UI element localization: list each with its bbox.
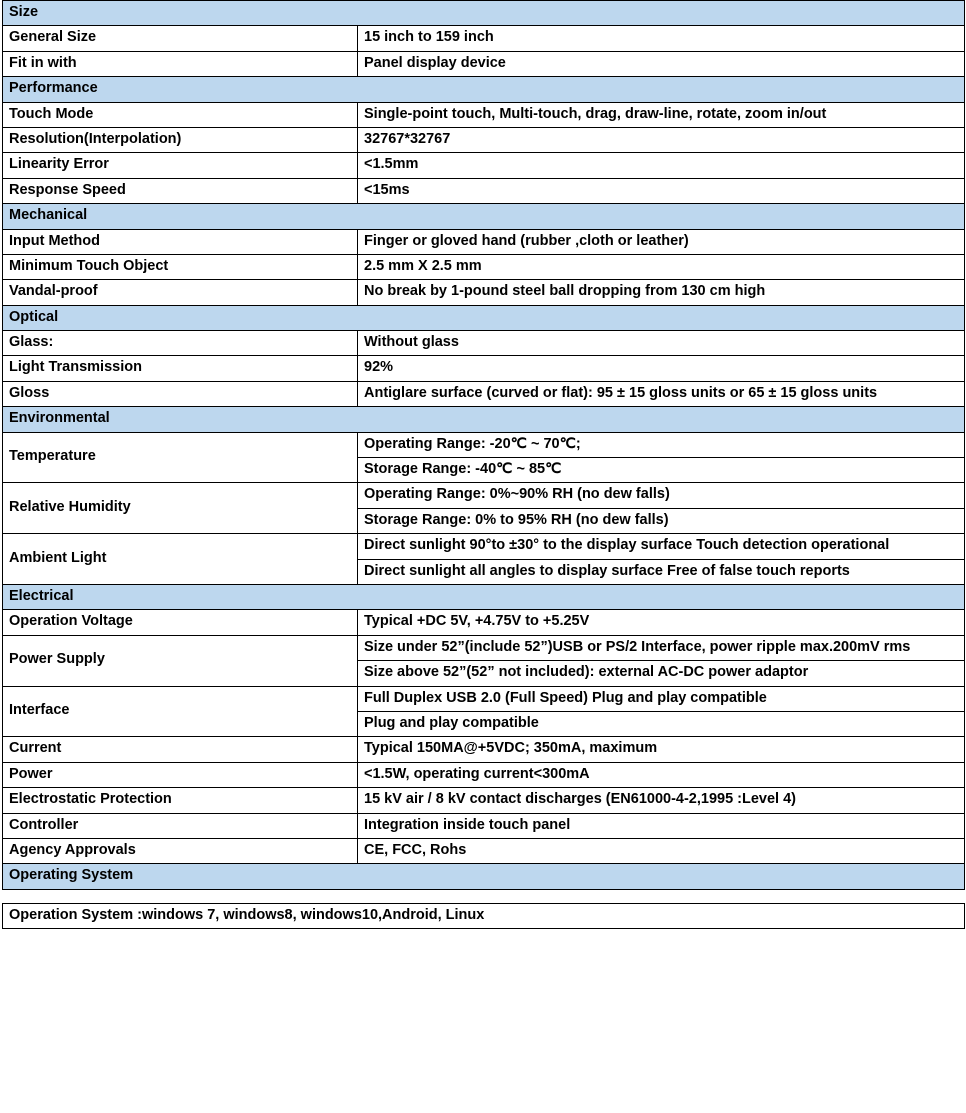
row-value: Integration inside touch panel bbox=[358, 813, 965, 838]
row-label: Response Speed bbox=[3, 178, 358, 203]
section-header-row bbox=[3, 864, 965, 889]
section-header-row bbox=[3, 1, 965, 26]
table-row bbox=[3, 127, 965, 152]
table-row bbox=[3, 381, 965, 406]
row-label: Vandal-proof bbox=[3, 280, 358, 305]
row-value: Typical +DC 5V, +4.75V to +5.25V bbox=[358, 610, 965, 635]
section-title: Size bbox=[3, 1, 965, 26]
row-value: <1.5mm bbox=[358, 153, 965, 178]
specification-table bbox=[2, 0, 965, 929]
row-value: CE, FCC, Rohs bbox=[358, 838, 965, 863]
row-label: General Size bbox=[3, 26, 358, 51]
row-label: Fit in with bbox=[3, 51, 358, 76]
table-row bbox=[3, 686, 965, 711]
table-row bbox=[3, 26, 965, 51]
row-label: Interface bbox=[3, 686, 358, 737]
section-header-row bbox=[3, 407, 965, 432]
row-value: Operating Range: 0%~90% RH (no dew falls) bbox=[358, 483, 965, 508]
section-title: Optical bbox=[3, 305, 965, 330]
row-label: Operation Voltage bbox=[3, 610, 358, 635]
row-value: Antiglare surface (curved or flat): 95 ± 15 gloss units or 65 ± 15 gloss units bbox=[358, 381, 965, 406]
table-row bbox=[3, 534, 965, 559]
spacer-cell bbox=[3, 889, 965, 903]
row-label: Light Transmission bbox=[3, 356, 358, 381]
row-label: Resolution(Interpolation) bbox=[3, 127, 358, 152]
section-title: Mechanical bbox=[3, 204, 965, 229]
section-title: Electrical bbox=[3, 584, 965, 609]
table-row bbox=[3, 635, 965, 660]
row-value: Full Duplex USB 2.0 (Full Speed) Plug and play compatible bbox=[358, 686, 965, 711]
row-value: Single-point touch, Multi-touch, drag, draw-line, rotate, zoom in/out bbox=[358, 102, 965, 127]
table-row bbox=[3, 331, 965, 356]
row-value: Size under 52”(include 52”)USB or PS/2 Interface, power ripple max.200mV rms bbox=[358, 635, 965, 660]
row-label: Temperature bbox=[3, 432, 358, 483]
row-value: Direct sunlight all angles to display surface Free of false touch reports bbox=[358, 559, 965, 584]
row-value: 2.5 mm X 2.5 mm bbox=[358, 254, 965, 279]
row-label: Gloss bbox=[3, 381, 358, 406]
table-row bbox=[3, 737, 965, 762]
row-label: Touch Mode bbox=[3, 102, 358, 127]
row-label: Agency Approvals bbox=[3, 838, 358, 863]
row-value: Panel display device bbox=[358, 51, 965, 76]
table-row bbox=[3, 813, 965, 838]
row-label: Glass: bbox=[3, 331, 358, 356]
row-value: 15 inch to 159 inch bbox=[358, 26, 965, 51]
table-row bbox=[3, 788, 965, 813]
row-value: Direct sunlight 90°to ±30° to the display surface Touch detection operational bbox=[358, 534, 965, 559]
section-header-row bbox=[3, 305, 965, 330]
row-value: Storage Range: -40℃ ~ 85℃ bbox=[358, 458, 965, 483]
table-row bbox=[3, 229, 965, 254]
section-header-row bbox=[3, 204, 965, 229]
section-title: Environmental bbox=[3, 407, 965, 432]
table-row bbox=[3, 356, 965, 381]
row-label: Input Method bbox=[3, 229, 358, 254]
row-value: <15ms bbox=[358, 178, 965, 203]
row-label: Minimum Touch Object bbox=[3, 254, 358, 279]
row-label: Relative Humidity bbox=[3, 483, 358, 534]
table-row bbox=[3, 254, 965, 279]
row-label: Linearity Error bbox=[3, 153, 358, 178]
row-value: No break by 1-pound steel ball dropping from 130 cm high bbox=[358, 280, 965, 305]
table-row bbox=[3, 610, 965, 635]
table-row bbox=[3, 280, 965, 305]
row-value: Operating Range: -20℃ ~ 70℃; bbox=[358, 432, 965, 457]
row-value: 15 kV air / 8 kV contact discharges (EN61000-4-2,1995 :Level 4) bbox=[358, 788, 965, 813]
section-header-row bbox=[3, 584, 965, 609]
row-value: Typical 150MA@+5VDC; 350mA, maximum bbox=[358, 737, 965, 762]
row-value: 32767*32767 bbox=[358, 127, 965, 152]
row-label: Controller bbox=[3, 813, 358, 838]
row-label: Ambient Light bbox=[3, 534, 358, 585]
table-row bbox=[3, 102, 965, 127]
table-row bbox=[3, 838, 965, 863]
spacer-row bbox=[3, 889, 965, 903]
operating-system-list: Operation System :windows 7, windows8, windows10,Android, Linux bbox=[3, 903, 965, 928]
table-row bbox=[3, 153, 965, 178]
table-row bbox=[3, 432, 965, 457]
row-label: Power bbox=[3, 762, 358, 787]
specification-table-body bbox=[3, 1, 965, 929]
row-value: Finger or gloved hand (rubber ,cloth or leather) bbox=[358, 229, 965, 254]
row-value: Plug and play compatible bbox=[358, 711, 965, 736]
table-row bbox=[3, 51, 965, 76]
row-value: 92% bbox=[358, 356, 965, 381]
row-value: Size above 52”(52” not included): external AC-DC power adaptor bbox=[358, 661, 965, 686]
table-row bbox=[3, 903, 965, 928]
row-label: Current bbox=[3, 737, 358, 762]
row-label: Electrostatic Protection bbox=[3, 788, 358, 813]
row-value: Without glass bbox=[358, 331, 965, 356]
row-label: Power Supply bbox=[3, 635, 358, 686]
table-row bbox=[3, 762, 965, 787]
table-row bbox=[3, 483, 965, 508]
section-header-row bbox=[3, 77, 965, 102]
section-title: Operating System bbox=[3, 864, 965, 889]
section-title: Performance bbox=[3, 77, 965, 102]
row-value: Storage Range: 0% to 95% RH (no dew falls) bbox=[358, 508, 965, 533]
row-value: <1.5W, operating current<300mA bbox=[358, 762, 965, 787]
table-row bbox=[3, 178, 965, 203]
